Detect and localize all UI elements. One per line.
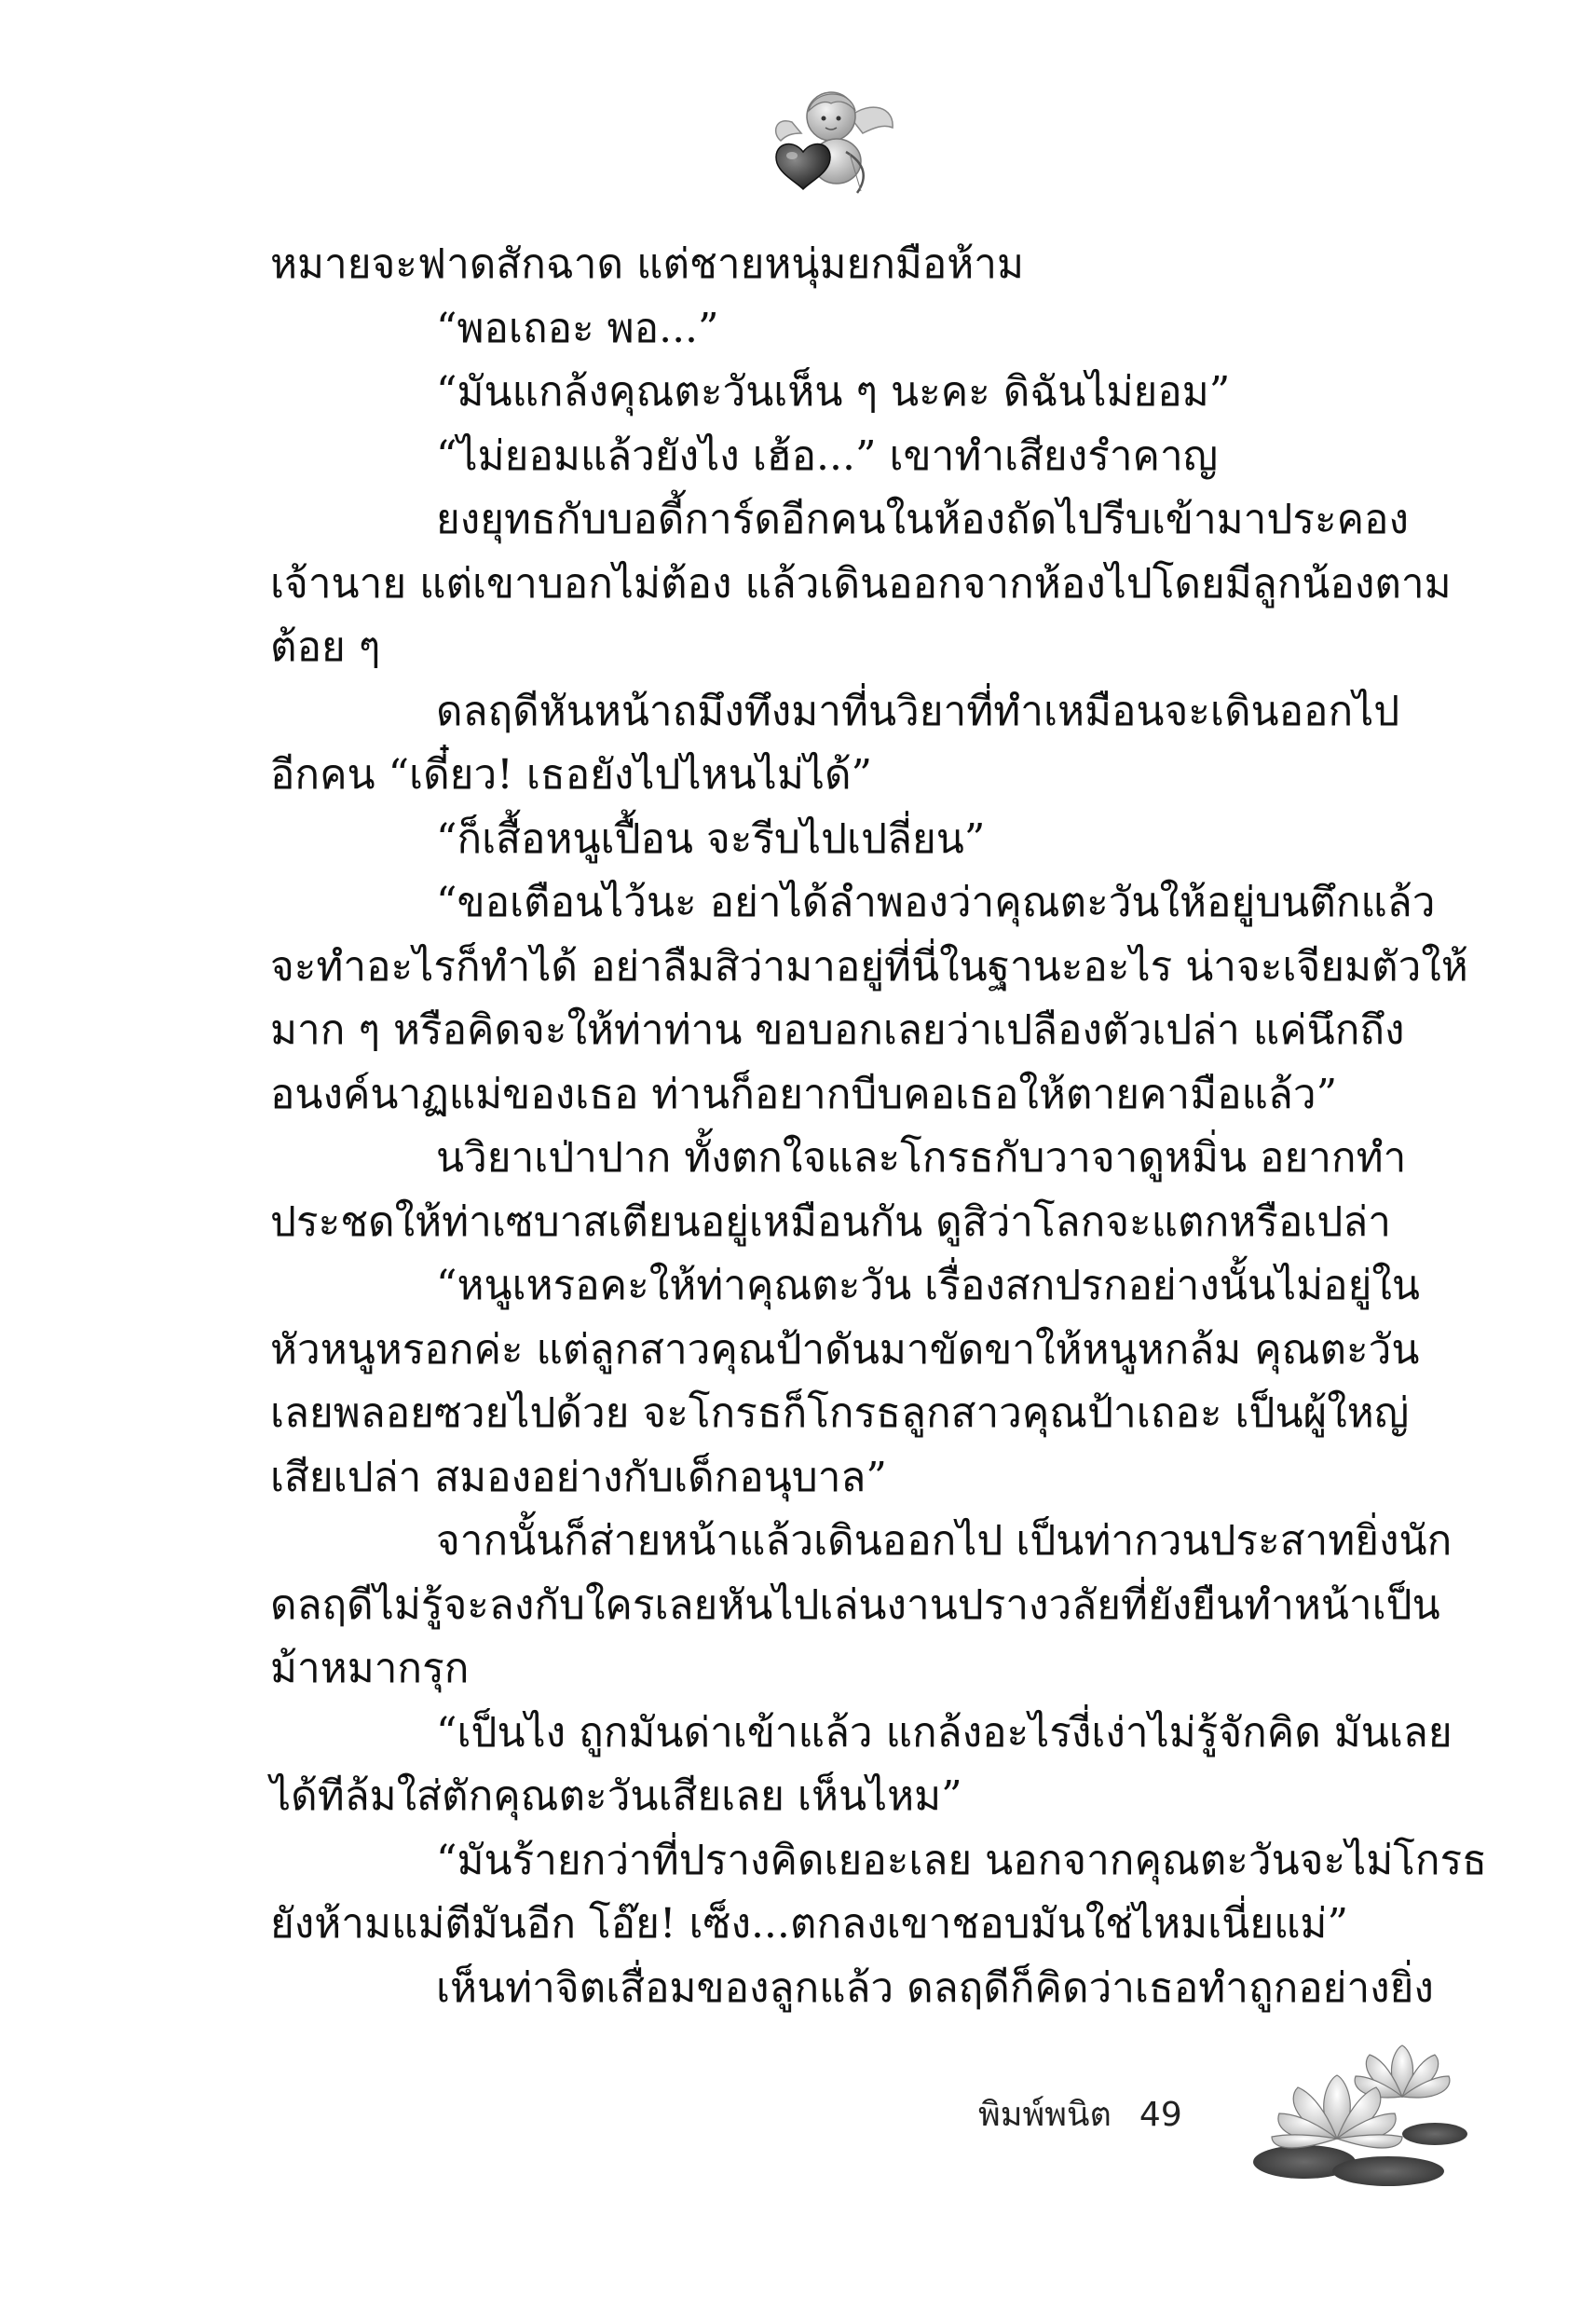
lotus-flowers-icon [1248, 2031, 1472, 2195]
text-line-1: หมายจะฟาดสักฉาด แต่ชายหนุ่มยกมือห้าม [270, 240, 1025, 288]
text-line-24: “เป็นไง ถูกมันด่าเข้าแล้ว แกล้งอะไรงี่เง่าไม่รู้จักคิด มันเลย [436, 1708, 1453, 1757]
cupid-with-heart-icon [764, 79, 904, 200]
text-line-17: “หนูเหรอคะให้ท่าคุณตะวัน เรื่องสกปรกอย่างนั้นไม่อยู่ใน [436, 1262, 1420, 1309]
text-line-12: จะทำอะไรก็ทำได้ อย่าลืมสิว่ามาอยู่ที่นี่ในฐานะอะไร น่าจะเจียมตัวให้ [270, 942, 1468, 991]
text-line-16: ประชดให้ท่าเซบาสเตียนอยู่เหมือนกัน ดูสิว่าโลกจะแตกหรือเปล่า [270, 1197, 1391, 1246]
text-line-3: “มันแกล้งคุณตะวันเห็น ๆ นะคะ ดิฉันไม่ยอม” [436, 368, 1231, 416]
page-footer [978, 2087, 1182, 2140]
text-line-14: อนงค์นาฏแม่ของเธอ ท่านก็อยากบีบคอเธอให้ตายคามือแล้ว” [270, 1070, 1338, 1118]
page-number: 49 [1139, 2096, 1182, 2134]
text-line-19: เลยพลอยซวยไปด้วย จะโกรธก็โกรธลูกสาวคุณป้าเถอะ เป็นผู้ใหญ่ [270, 1389, 1410, 1437]
text-line-11: “ขอเตือนไว้นะ อย่าได้ลำพองว่าคุณตะวันให้อยู่บนตึกแล้ว [436, 879, 1436, 926]
book-title: พิมพ์พนิต [978, 2096, 1112, 2134]
text-line-15: นวิยาเป่าปาก ทั้งตกใจและโกรธกับวาจาดูหมิ่น อยากทำ [436, 1134, 1407, 1182]
text-line-13: มาก ๆ หรือคิดจะให้ท่าท่าน ขอบอกเลยว่าเปลืองตัวเปล่า แค่นึกถึง [270, 1006, 1405, 1054]
text-line-25: ได้ทีล้มใส่ตักคุณตะวันเสียเลย เห็นไหม” [270, 1772, 962, 1820]
text-line-8: ดลฤดีหันหน้าถมึงทึงมาที่นวิยาที่ทำเหมือนจะเดินออกไป [436, 687, 1400, 735]
text-line-2: “พอเถอะ พอ...” [436, 304, 719, 352]
text-line-21: จากนั้นก็ส่ายหน้าแล้วเดินออกไป เป็นท่ากวนประสาทยิ่งนัก [436, 1517, 1453, 1565]
text-line-26: “มันร้ายกว่าที่ปรางคิดเยอะเลย นอกจากคุณตะวันจะไม่โกรธ [436, 1836, 1487, 1884]
text-line-9: อีกคน “เดี๋ยว! เธอยังไปไหนไม่ได้” [270, 751, 873, 799]
text-line-20: เสียเปล่า สมองอย่างกับเด็กอนุบาล” [270, 1453, 887, 1501]
text-line-10: “ก็เสื้อหนูเปื้อน จะรีบไปเปลี่ยน” [436, 814, 986, 863]
text-line-5: ยงยุทธกับบอดี้การ์ดอีกคนในห้องถัดไปรีบเข้ามาประคอง [436, 496, 1409, 543]
text-line-28: เห็นท่าจิตเสื่อมของลูกแล้ว ดลฤดีก็คิดว่าเธอทำถูกอย่างยิ่ง [436, 1963, 1434, 2012]
text-line-18: หัวหนูหรอกค่ะ แต่ลูกสาวคุณป้าดันมาขัดขาให้หนูหกล้ม คุณตะวัน [270, 1325, 1420, 1374]
body-text [270, 233, 1487, 2020]
text-line-27: ยังห้ามแม่ตีมันอีก โอ๊ย! เซ็ง...ตกลงเขาชอบมันใช่ไหมเนี่ยแม่” [270, 1900, 1348, 1948]
text-line-22: ดลฤดีไม่รู้จะลงกับใครเลยหันไปเล่นงานปรางวลัยที่ยังยืนทำหน้าเป็น [270, 1580, 1440, 1629]
text-line-7: ต้อย ๆ [270, 623, 381, 671]
text-line-6: เจ้านาย แต่เขาบอกไม่ต้อง แล้วเดินออกจากห้องไปโดยมีลูกน้องตาม [270, 559, 1452, 608]
text-line-4: “ไม่ยอมแล้วยังไง เฮ้อ...” เขาทำเสียงรำคาญ [436, 431, 1219, 480]
text-line-23: ม้าหมากรุก [270, 1645, 470, 1692]
